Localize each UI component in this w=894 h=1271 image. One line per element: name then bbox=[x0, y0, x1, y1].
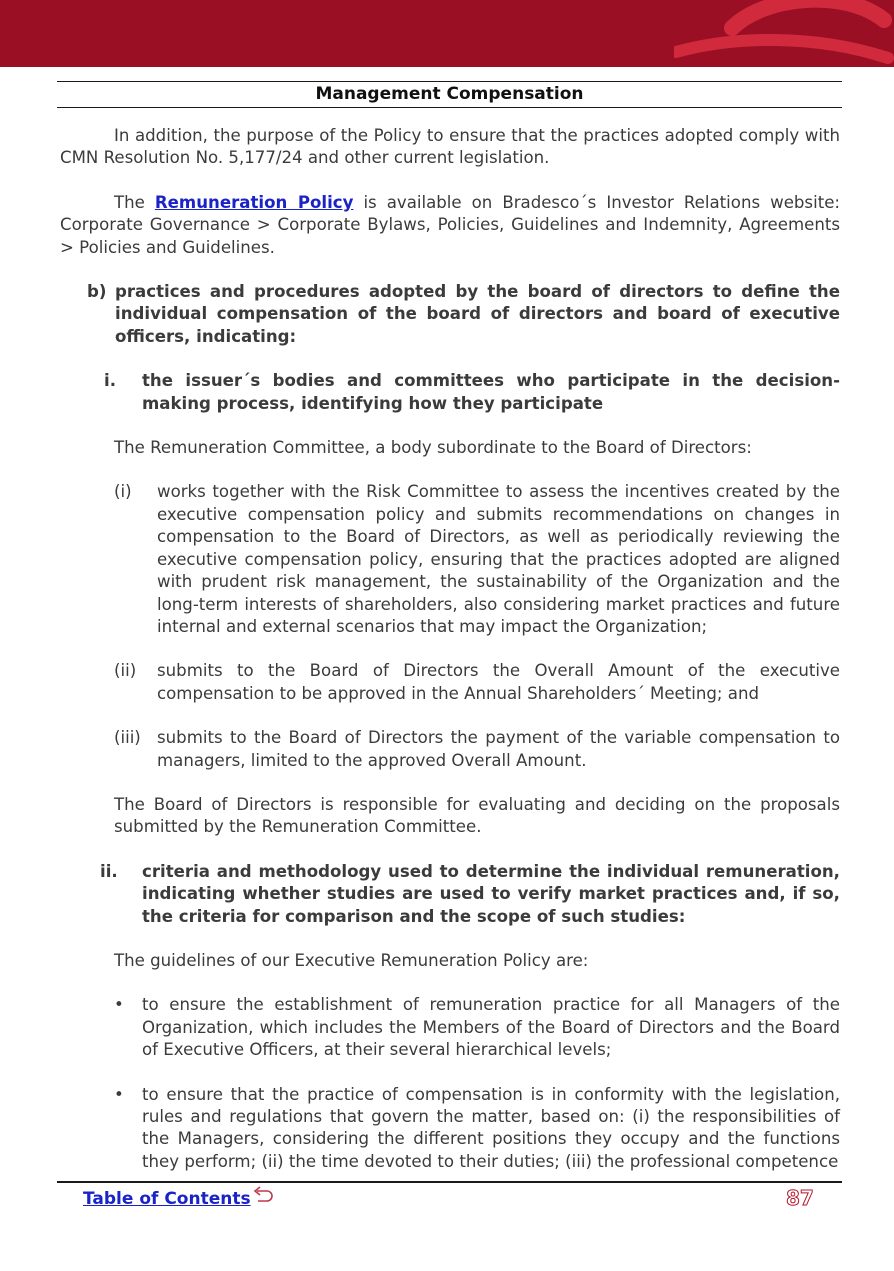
brand-logo-icon bbox=[674, 0, 894, 67]
paragraph-text: is available on Bradesco´s Investor Relations website: Corporate Governance > Corporate Bylaws, Policies, Guidelines and Indemnity, Agreements > Policies and Guidelines. bbox=[60, 192, 840, 257]
list-item-b bbox=[60, 281, 840, 348]
bullet-item bbox=[60, 1084, 840, 1174]
list-item bbox=[60, 660, 840, 705]
return-arrow-icon[interactable] bbox=[252, 1186, 274, 1204]
remuneration-policy-link[interactable]: Remuneration Policy bbox=[154, 192, 354, 212]
bullet-text: to ensure that the practice of compensation is in conformity with the legislation, rules and regulations that govern the matter, based on: (i) the responsibilities of the Managers, considering the different positions they occupy and the functions they perform; (ii) the time devoted to their duties; (iii) the professional competence bbox=[142, 1084, 840, 1171]
list-marker: (i) bbox=[114, 482, 132, 502]
list-item-text: submits to the Board of Directors the Overall Amount of the executive compensation to be approved in the Annual Shareholders´ Meeting; and bbox=[157, 661, 840, 703]
bullet-item bbox=[60, 994, 840, 1061]
heading-practices-procedures: practices and procedures adopted by the board of directors to define the individual compensation of the board of directors and board of executive officers, indicating: bbox=[115, 282, 840, 346]
list-marker: b) bbox=[87, 282, 107, 302]
paragraph-committee-intro: The Remuneration Committee, a body subordinate to the Board of Directors: bbox=[114, 438, 752, 458]
list-item-text: works together with the Risk Committee to assess the incentives created by the executive compensation policy and submits recommendations on changes in compensation to the Board of Directors, as well as periodically reviewing the executive compensation policy, ensuring that the practices adopted are aligned with prudent risk management, the sustainability of the Organization and the long-term interests of shareholders, also considering market practices and future internal and external scenarios that may impact the Organization; bbox=[157, 482, 840, 636]
document-body bbox=[60, 125, 840, 1173]
list-marker: i. bbox=[104, 371, 116, 391]
paragraph-guidelines-intro: The guidelines of our Executive Remuneration Policy are: bbox=[114, 950, 589, 970]
title-bottom-rule bbox=[57, 107, 842, 108]
list-marker: (ii) bbox=[114, 661, 137, 681]
header-banner bbox=[0, 0, 894, 67]
list-item-i bbox=[60, 370, 840, 415]
paragraph-policy-purpose: In addition, the purpose of the Policy to ensure that the practices adopted comply with CMN Resolution No. 5,177/24 and other current legislation. bbox=[60, 126, 840, 168]
paragraph-text: The bbox=[114, 192, 155, 212]
table-of-contents-link[interactable]: Table of Contents bbox=[83, 1189, 251, 1209]
section-title: Management Compensation bbox=[315, 84, 584, 104]
list-item bbox=[60, 727, 840, 772]
heading-criteria-methodology: criteria and methodology used to determine the individual remuneration, indicating whether studies are used to verify market practices and, if so, the criteria for comparison and the scope of such studies: bbox=[142, 861, 840, 926]
footer-rule bbox=[57, 1181, 842, 1183]
list-marker: (iii) bbox=[114, 728, 141, 748]
list-item-ii bbox=[60, 861, 840, 928]
paragraph-board-responsibility: The Board of Directors is responsible for evaluating and deciding on the proposals submitted by the Remuneration Committee. bbox=[114, 794, 840, 837]
bullet-text: to ensure the establishment of remuneration practice for all Managers of the Organization, which includes the Members of the Board of Directors and the Board of Executive Officers, at their several hierarchical levels; bbox=[142, 995, 840, 1060]
page-number: 87 bbox=[786, 1186, 814, 1210]
list-item bbox=[60, 481, 840, 638]
bullet-marker: • bbox=[114, 1084, 124, 1104]
paragraph-policy-availability bbox=[60, 192, 840, 259]
heading-bodies-committees: the issuer´s bodies and committees who participate in the decision-making process, identifying how they participate bbox=[142, 371, 840, 413]
list-marker: ii. bbox=[100, 861, 118, 881]
title-top-rule bbox=[57, 81, 842, 82]
list-item-text: submits to the Board of Directors the payment of the variable compensation to managers, limited to the approved Overall Amount. bbox=[157, 728, 840, 770]
bullet-marker: • bbox=[114, 995, 124, 1015]
